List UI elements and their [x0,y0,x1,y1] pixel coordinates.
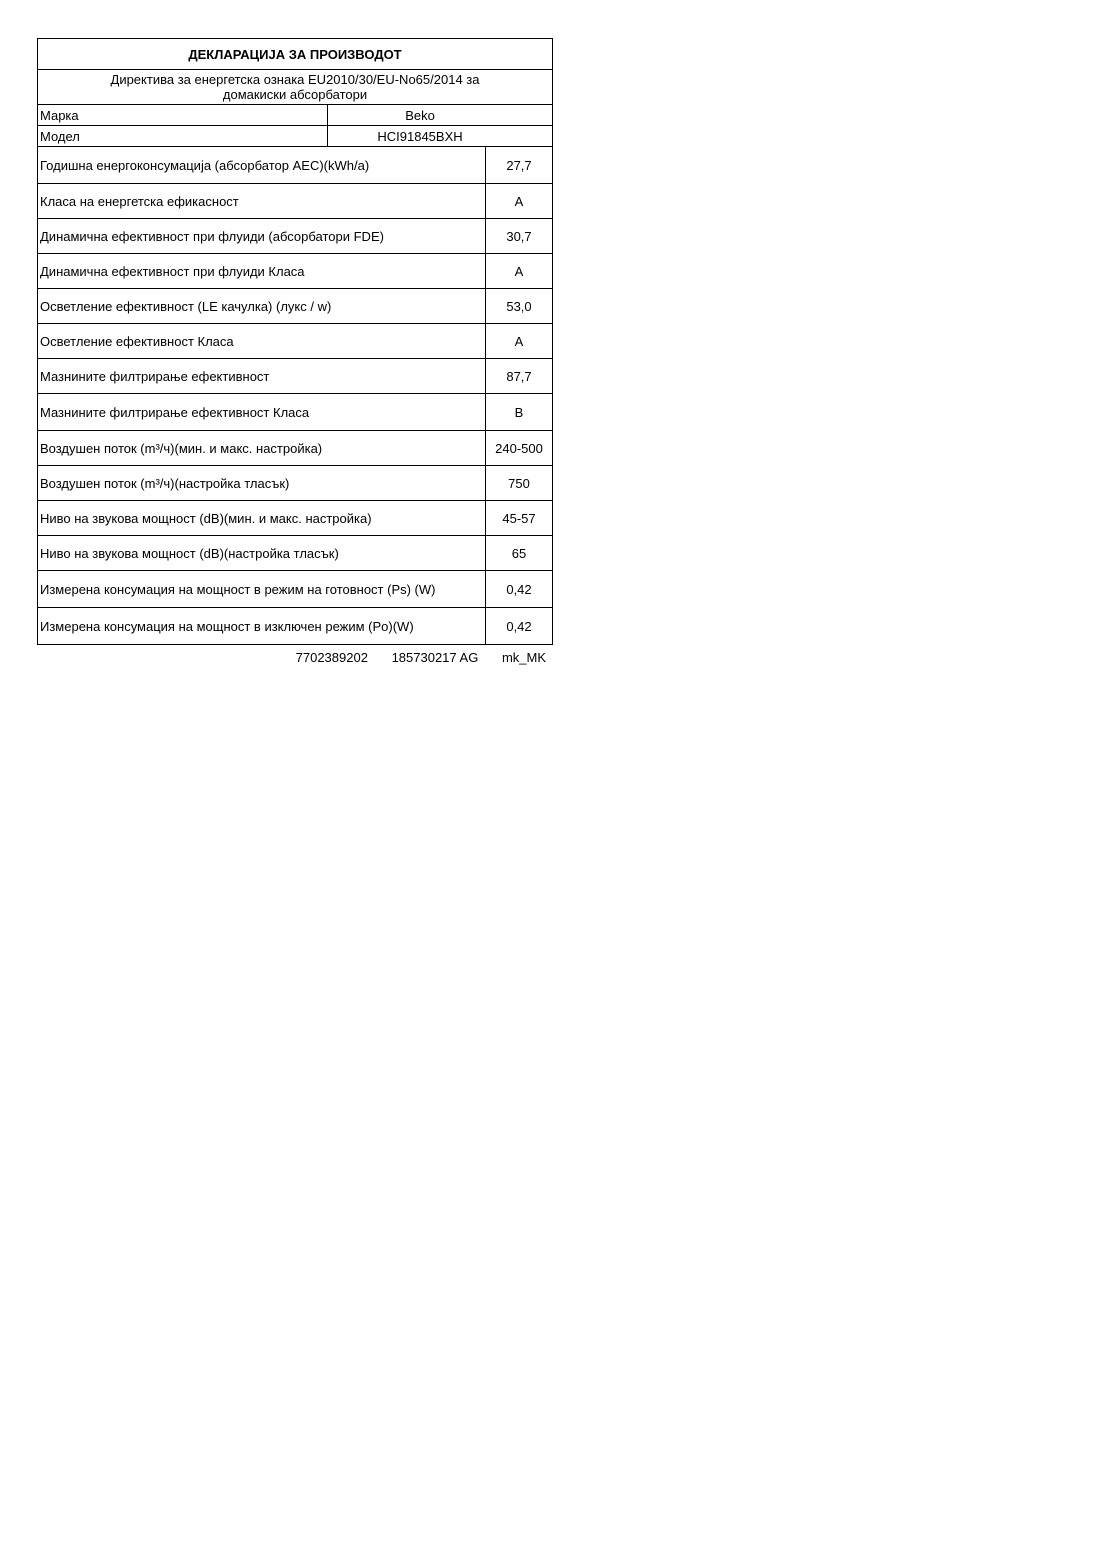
spec-row [38,608,553,645]
spec-row [38,219,553,254]
directive-text: Директива за енергетска ознака EU2010/30/EU-No65/2014 за домакиски абсорбатори [38,70,553,105]
spec-value: A [486,184,553,219]
spec-row [38,501,553,536]
directive-row [38,70,553,105]
spec-value: B [486,394,553,431]
spec-label: Мазнините филтрирање ефективност [38,359,486,394]
spec-row [38,324,553,359]
spec-label: Динамична ефективност при флуиди Класа [38,254,486,289]
spec-value: A [486,324,553,359]
spec-row [38,394,553,431]
spec-value: 45-57 [486,501,553,536]
spec-label: Осветление ефективност (LE качулка) (лукс / w) [38,289,486,324]
product-declaration-sheet [37,38,552,645]
footer-code: 7702389202 [295,650,368,665]
spec-label: Класа на енергетска ефикасност [38,184,486,219]
spec-row [38,289,553,324]
document-title: ДЕКЛАРАЦИЈА ЗА ПРОИЗВОДОТ [38,39,553,70]
spec-value: 0,42 [486,608,553,645]
spec-label: Воздушен поток (m³/ч)(мин. и макс. настройка) [38,431,486,466]
title-row [38,39,553,70]
declaration-table [37,38,553,645]
spec-label: Ниво на звукова мощност (dB)(настройка тласък) [38,536,486,571]
spec-row [38,254,553,289]
spec-label: Мазнините филтрирање ефективност Класа [38,394,486,431]
spec-row [38,184,553,219]
footer-doc-id: 185730217 AG [391,650,479,665]
spec-row [38,466,553,501]
brand-value: Beko [328,105,553,126]
spec-value: 750 [486,466,553,501]
spec-row [38,147,553,184]
spec-row [38,571,553,608]
footer-locale: mk_MK [501,650,546,665]
spec-value: 87,7 [486,359,553,394]
spec-value: 30,7 [486,219,553,254]
brand-label: Марка [38,105,328,126]
brand-row [38,105,553,126]
spec-value: 240-500 [486,431,553,466]
spec-label: Годишна енергоконсумација (абсорбатор AEC)(kWh/a) [38,147,486,184]
model-value: HCI91845BXH [328,126,553,147]
spec-label: Измерена консумация на мощност в режим на готовност (Ps) (W) [38,571,486,608]
spec-label: Осветление ефективност Класа [38,324,486,359]
spec-value: 53,0 [486,289,553,324]
document-footer [37,650,546,665]
model-row [38,126,553,147]
spec-row [38,359,553,394]
spec-label: Измерена консумация на мощност в изключен режим (Po)(W) [38,608,486,645]
spec-label: Динамична ефективност при флуиди (абсорбатори FDE) [38,219,486,254]
spec-value: 0,42 [486,571,553,608]
spec-row [38,431,553,466]
spec-label: Ниво на звукова мощност (dB)(мин. и макс. настройка) [38,501,486,536]
spec-row [38,536,553,571]
spec-label: Воздушен поток (m³/ч)(настройка тласък) [38,466,486,501]
model-label: Модел [38,126,328,147]
spec-value: A [486,254,553,289]
spec-value: 27,7 [486,147,553,184]
spec-value: 65 [486,536,553,571]
